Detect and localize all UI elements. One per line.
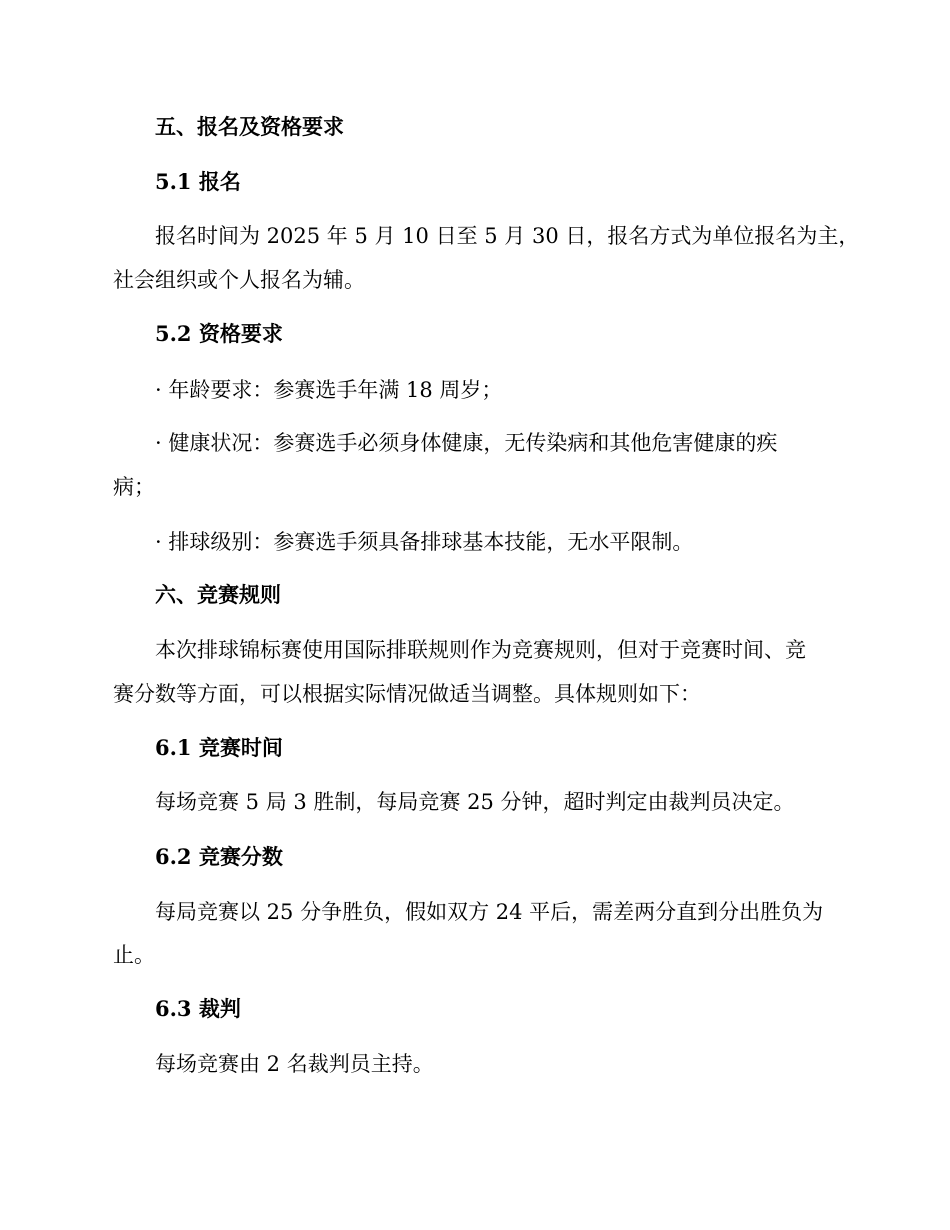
section-5-1-heading: 5.1 报名	[155, 169, 241, 194]
section-6-intro-line-1: 本次排球锦标赛使用国际排联规则作为竞赛规则，但对于竞赛时间、竞	[155, 638, 806, 662]
section-6-2-paragraph-line-1: 每局竞赛以 25 分争胜负，假如双方 24 平后，需差两分直到分出胜负为	[155, 900, 824, 924]
bullet-item-level: · 排球级别：参赛选手须具备排球基本技能，无水平限制。	[155, 530, 694, 554]
bullet-item-health-line-2: 病；	[113, 475, 155, 499]
section-5-1-paragraph-line-1: 报名时间为 2025 年 5 月 10 日至 5 月 30 日，报名方式为单位报名为主，	[155, 224, 860, 248]
section-6-2-paragraph-line-2: 止。	[113, 943, 155, 967]
section-6-1-heading: 6.1 竞赛时间	[155, 735, 283, 760]
section-5-heading: 五、报名及资格要求	[155, 114, 344, 139]
section-5-1-paragraph-line-2: 社会组织或个人报名为辅。	[113, 268, 365, 292]
section-6-3-heading: 6.3 裁判	[155, 996, 241, 1021]
section-6-2-heading: 6.2 竞赛分数	[155, 844, 283, 869]
section-6-1-paragraph: 每场竞赛 5 局 3 胜制，每局竞赛 25 分钟，超时判定由裁判员决定。	[155, 790, 795, 814]
section-6-heading: 六、竞赛规则	[155, 582, 281, 607]
bullet-item-health-line-1: · 健康状况：参赛选手必须身体健康，无传染病和其他危害健康的疾	[155, 431, 778, 455]
section-5-2-heading: 5.2 资格要求	[155, 321, 283, 346]
section-6-intro-line-2: 赛分数等方面，可以根据实际情况做适当调整。具体规则如下：	[113, 682, 701, 706]
bullet-item-age: · 年龄要求：参赛选手年满 18 周岁；	[155, 378, 503, 402]
section-6-3-paragraph: 每场竞赛由 2 名裁判员主持。	[155, 1052, 434, 1076]
